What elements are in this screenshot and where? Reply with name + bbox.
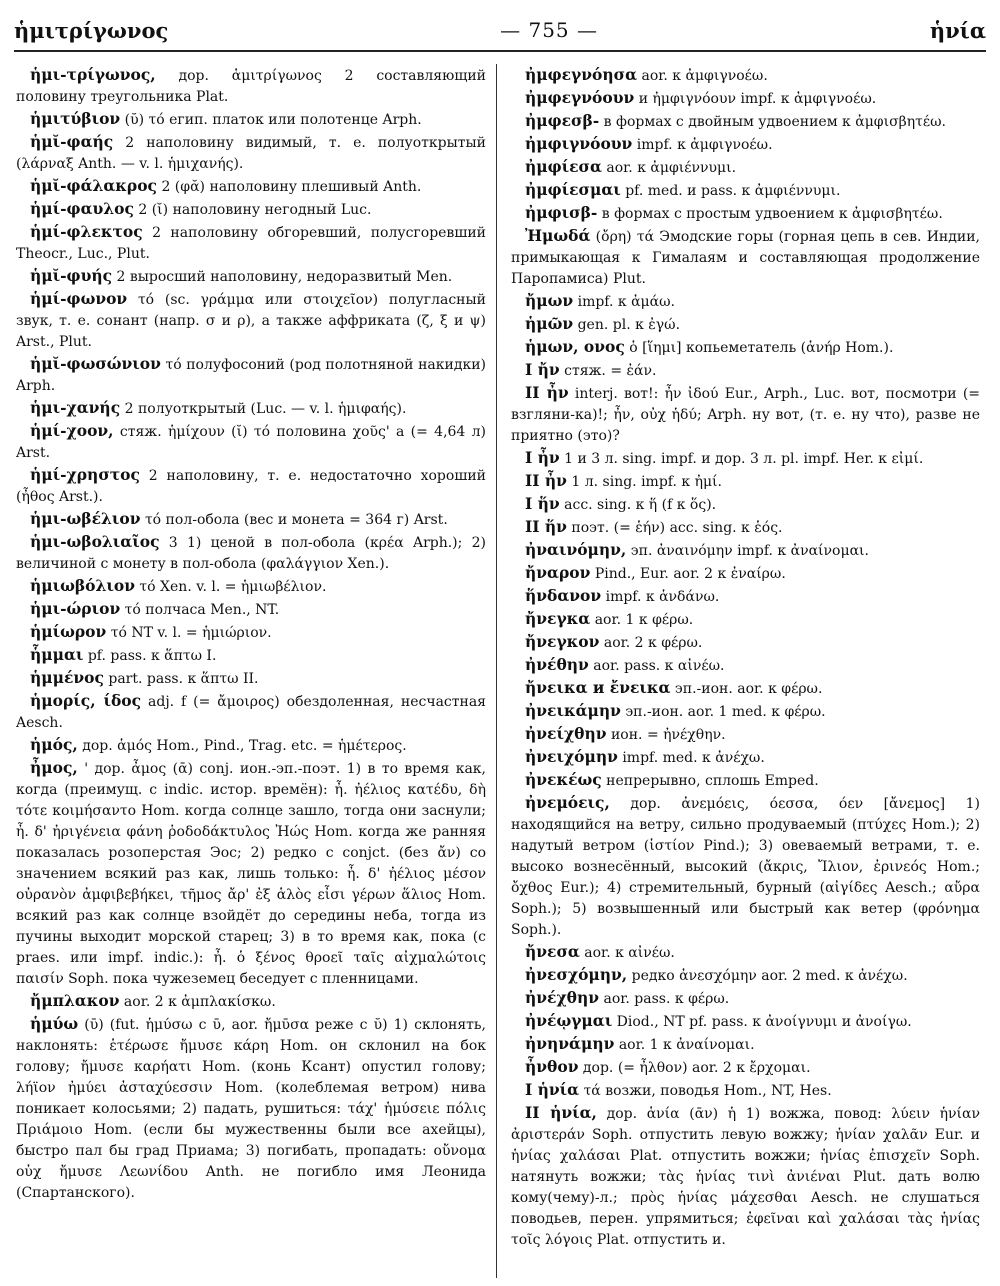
entry-headword: ἤνεσα [525, 942, 580, 961]
entry-headword: ἡμιτύβιον [30, 109, 121, 128]
entry-headword: ἤμων [525, 291, 574, 310]
entry-headword: ἡμῐ-φωσώνιον [30, 354, 161, 373]
dictionary-entry [16, 598, 486, 621]
entry-definition: 1 и 3 л. sing. impf. и дор. 3 л. pl. impf. Her. к εἰμί. [564, 451, 924, 467]
dictionary-entry [511, 156, 980, 179]
entry-definition: дор. ἁμός Hom., Pind., Trag. etc. = ἡμέτερος. [82, 738, 407, 754]
entry-headword: ἡμι-ωβέλιον [30, 509, 141, 528]
dictionary-entry [16, 621, 486, 644]
page-number: — 755 — [500, 18, 598, 42]
entry-headword: ἠνείχθην [525, 724, 607, 743]
entry-headword: I ἥν [525, 494, 560, 513]
entry-definition: поэт. (= ἑήν) acc. sing. к ἑός. [571, 520, 783, 536]
entry-headword: II ἡνία, [525, 1103, 597, 1122]
entry-headword: ἠνέθην [525, 655, 589, 674]
entry-headword: ἠμφίεσμαι [525, 180, 621, 199]
dictionary-entry [511, 447, 980, 470]
entry-definition: interj. вот!: ἦν ἰδού Eur., Arph., Luc. вот, посмотри (= взгляни-ка)!; ἦν, οὐχ ἡδύ; Arph. ну вот, (т. е. ну что), разве не приятно (это)? [511, 386, 980, 444]
entry-headword: ἡμι-ωβολιαῖος [30, 532, 160, 551]
entry-definition: непрерывно, сплошь Emped. [606, 773, 819, 789]
entry-definition: 1 л. sing. impf. к ἠμί. [571, 474, 722, 490]
dictionary-entry [511, 608, 980, 631]
entry-headword: ἠναινόμην, [525, 540, 627, 559]
entry-headword: ἡμός, [30, 735, 78, 754]
entry-definition: aor. к αἰνέω. [584, 945, 675, 961]
dictionary-entry [511, 1033, 980, 1056]
dictionary-entry [511, 585, 980, 608]
entry-definition: редко ἀνεσχόμην aor. 2 med. к ἀνέχω. [631, 968, 908, 984]
entry-definition: adj. f (= ἄμοιρος) обездоленная, несчастная Aesch. [16, 694, 487, 731]
entry-headword: ἡμι-χανής [30, 398, 121, 417]
dictionary-entry [16, 667, 486, 690]
dictionary-entry [511, 1102, 980, 1251]
dictionary-entry [511, 225, 980, 290]
left-column [16, 64, 496, 1278]
entry-headword: ἧμμαι [30, 645, 84, 664]
dictionary-entry [16, 131, 486, 175]
entry-headword: ἡμι-τρίγωνος, [30, 65, 156, 84]
entry-headword: ἦμος, [30, 758, 78, 777]
entry-headword: ἡμιωβόλιον [30, 576, 135, 595]
dictionary-entry [511, 677, 980, 700]
dictionary-entry [511, 700, 980, 723]
entry-definition: impf. к ἀμάω. [577, 294, 675, 310]
entry-headword: ἡμῐ-φαής [30, 132, 114, 151]
entry-definition: дор. ἀνεμόεις, όεσσα, όεν [ἄνεμος] 1) находящийся на ветру, сильно продуваемый (πτύχες Hom.); 2) надутый ветром (ἱστίον Pind.); 3) овеваемый ветрами, т. е. высоко вознесённый, высокий (ἄκρις, Ἴλιον, ἐρινεός Hom.; ὄχθος Eur.); 4) стремительный, бурный (αἰγίδες Aesch.; αὔρα Soph.); 5) возвышенный или быстрый как ветер (φρόνημα Soph.). [511, 796, 980, 938]
text-columns [16, 64, 990, 1278]
entry-definition: ὁ [ἵημι] копьеметатель (ἀνήρ Hom.). [629, 340, 894, 356]
dictionary-entry [16, 690, 486, 734]
entry-definition: aor. pass. к φέρω. [603, 991, 730, 1007]
entry-definition: стяж. ἡμίχουν (ῐ) τό половина χοῦς' а (= 4,64 л) Arst. [16, 424, 487, 461]
entry-headword: ἠνέῳγμαι [525, 1011, 613, 1030]
entry-definition: ион. = ἠνέχθην. [610, 727, 726, 743]
dictionary-entry [511, 1056, 980, 1079]
entry-definition: эп.-ион. aor. к φέρω. [674, 681, 823, 697]
dictionary-entry [511, 562, 980, 585]
entry-definition: aor. 2 к ἀμπλακίσκω. [123, 994, 276, 1010]
entry-headword: ἠμφίεσα [525, 157, 602, 176]
entry-definition: τό NT v. l. = ἡμιώριον. [110, 625, 272, 641]
dictionary-entry [511, 746, 980, 769]
dictionary-entry [511, 290, 980, 313]
dictionary-entry [16, 221, 486, 265]
entry-headword: I ἦν [525, 448, 560, 467]
entry-headword: ἠμφεγνόουν [525, 88, 635, 107]
entry-headword: ἡμῐ-φυής [30, 266, 113, 285]
entry-definition: 3 1) ценой в пол-обола (κρέα Arph.); 2) величиной с монету в пол-обола (φαλάγγιον Xen.). [16, 535, 486, 572]
entry-definition: impf. к ἁνδάνω. [605, 589, 720, 605]
dictionary-entry [511, 723, 980, 746]
running-head-left: ἡμιτρίγωνος [14, 17, 169, 43]
dictionary-entry [511, 769, 980, 792]
dictionary-entry [16, 1013, 486, 1204]
entry-definition: 2 (ῐ) наполовину негодный Luc. [138, 202, 372, 218]
entry-headword: Ἠμωδά [525, 226, 591, 245]
entry-definition: pf. med. и pass. к ἀμφιέννυμι. [625, 183, 841, 199]
dictionary-entry [511, 964, 980, 987]
entry-definition: Pind., Eur. aor. 2 к ἐναίρω. [594, 566, 786, 582]
dictionary-entry [16, 397, 486, 420]
entry-definition: эп. ἀναινόμην impf. к ἀναίνομαι. [630, 543, 869, 559]
entry-definition: part. pass. к ἅπτω II. [108, 671, 259, 687]
entry-headword: ἡμῶν [525, 314, 574, 333]
entry-headword: ἠνεκέως [525, 770, 602, 789]
dictionary-entry [511, 87, 980, 110]
dictionary-entry [16, 64, 486, 108]
dictionary-entry [16, 353, 486, 397]
entry-headword: ἡμι-ώριον [30, 599, 121, 618]
dictionary-entry [16, 757, 486, 990]
entry-definition: дор. (= ἦλθον) aor. 2 к ἔρχομαι. [582, 1060, 811, 1076]
entry-definition: (ῠ) τό егип. платок или полотенце Arph. [124, 112, 422, 128]
entry-headword: II ἥν [525, 517, 567, 536]
entry-definition: τό полуфосоний (род полотняной накидки) Arph. [16, 357, 486, 394]
entry-headword: ἡμί-φωνον [30, 289, 128, 308]
entry-headword: ἡμί-χρηστος [30, 465, 140, 484]
entry-definition: aor. к ἀμφιγνοέω. [641, 68, 768, 84]
entry-definition: aor. pass. к αἰνέω. [593, 658, 725, 674]
running-head-right: ἡνία [929, 17, 986, 43]
entry-definition: дор. ἁνία (ᾱν) ἡ 1) вожжа, повод: λύειν ἡνίαν ἀριστεράν Soph. отпустить левую вожжу; ἡνίαν χαλᾶν Eur. и ἡνίας χαλάσαι Plat. отпустить вожжи; ἡνίας ἐπισχεῖν Soph. натянуть вожжи; τὰς ἡνίας τινὶ ἀνιέναι Plut. дать волю кому(чему)-л.; πρὸς ἡνίας μάχεσθαι Aesch. не слушаться поводьев, перен. упрямиться; ἐφεῖναι καὶ χαλάσαι τὰς ἡνίας τοῖς λόγοις Plat. отпустить и. [511, 1106, 980, 1248]
entry-definition: aor. к ἀμφιέννυμι. [606, 160, 737, 176]
entry-definition: (ὄρη) τά Эмодские горы (горная цепь в сев. Индии, примыкающая к Гималаям и составляющая продолжение Паропамиса) Plut. [511, 229, 980, 287]
entry-definition: τά возжи, поводья Hom., NT, Hes. [583, 1083, 832, 1099]
entry-headword: ἡμμένος [30, 668, 104, 687]
dictionary-entry [511, 516, 980, 539]
dictionary-entry [511, 539, 980, 562]
entry-definition: aor. 1 к φέρω. [594, 612, 694, 628]
dictionary-entry [511, 359, 980, 382]
dictionary-entry [511, 133, 980, 156]
entry-definition: 2 наполовину обгоревший, полусгоревший Theocr., Luc., Plut. [16, 225, 486, 262]
dictionary-entry [511, 382, 980, 447]
dictionary-entry [511, 792, 980, 941]
dictionary-entry [16, 990, 486, 1013]
entry-definition: 2 наполовину видимый, т. е. полуоткрытый (λάρναξ Anth. — v. l. ἡμιχανής). [16, 135, 486, 172]
entry-definition: 2 (φᾰ) наполовину плешивый Anth. [161, 179, 422, 195]
entry-definition: стяж. = ἐάν. [564, 363, 657, 379]
dictionary-entry [511, 313, 980, 336]
dictionary-entry [16, 175, 486, 198]
entry-headword: ἤνεγκα [525, 609, 591, 628]
dictionary-entry [511, 336, 980, 359]
entry-definition: τό пол-обола (вес и монета = 364 г) Arst. [144, 512, 448, 528]
right-column [496, 64, 980, 1278]
dictionary-entry [511, 941, 980, 964]
entry-definition: gen. pl. к ἐγώ. [577, 317, 681, 333]
entry-headword: ἤνεγκον [525, 632, 600, 651]
entry-headword: ἡμί-φαυλος [30, 199, 134, 218]
entry-definition: (ῡ) (fut. ἡμύσω с ῡ, aor. ἤμῡσα реже с ῠ) 1) склонять, наклонять: ἑτέρωσε ἤμυσε κάρη Hom. он склонил на бок голову; ἤμυσε καρήατι Hom. (конь Ксант) опустил голову; λήϊον ἠμύει ἀσταχύεσσιν Hom. (колеблемая ветром) нива поникает колосьями; 2) падать, рушиться: τάχ' ἡμύσειε πόλις Πριάμοιο Hom. (если бы мужественны были все ахейцы), быстро пал бы град Приама; 3) погибать, пропадать: οὔνομα οὐχ ἤμυσε Λεωνίδου Anth. не погибло имя Леонида (Спартанского). [16, 1017, 486, 1201]
entry-headword: ἡμίωρον [30, 622, 107, 641]
dictionary-entry [16, 108, 486, 131]
entry-definition: эп.-ион. aor. 1 med. к φέρω. [625, 704, 826, 720]
entry-headword: I ἤν [525, 360, 560, 379]
entry-headword: ἠνηνάμην [525, 1034, 615, 1053]
dictionary-entry [16, 575, 486, 598]
entry-headword: ἡμῐ-φάλακρος [30, 176, 157, 195]
entry-definition: 2 выросший наполовину, недоразвитый Men. [116, 269, 453, 285]
entry-definition: ' дор. ἆμος (ᾱ) conj. ион.-эп.-поэт. 1) в то время как, когда (преимущ. с indic. истор. времён): ἦ. ἠέλιος κατέδυ, δὴ τότε κοιμήσαντο Hom. когда солнце зашло, тогда они заснули; ἦ. δ' ἠριγένεια φάνη ῥοδοδάκτυλος Ἠώς Hom. когда же ранняя показалась розоперстая Эос; 2) редко с conjct. (без ἄν) со значением всякий раз как, лишь только: ἦ. δ' ἠέλιος μέσον οὐρανὸν ἀμφιβεβήκει, τῆμος ἄρ' ἐξ ἁλὸς εἶσι γέρων ἅλιος Hom. всякий раз как солнце взойдёт до середины неба, тогда из пучины выходит морской старец; 3) в то время как, пока (с praes. или impf. indic.): ἦ. ὁ ξένος θροεῖ ταῖς αἰχμαλώτοις παισίν Soph. пока чужеземец беседует с пленницами. [16, 761, 486, 987]
dictionary-entry [16, 531, 486, 575]
entry-definition: acc. sing. к ἥ (f к ὅς). [564, 497, 717, 513]
entry-headword: ἠνέχθην [525, 988, 600, 1007]
entry-definition: impf. к ἀμφιγνοέω. [636, 137, 773, 153]
dictionary-entry [16, 508, 486, 531]
entry-headword: ἤνεικα и ἔνεικα [525, 678, 671, 697]
dictionary-entry [511, 1010, 980, 1033]
entry-definition: aor. 1 к ἀναίνομαι. [618, 1037, 755, 1053]
entry-headword: ἤναρον [525, 563, 591, 582]
entry-headword: II ἦν [525, 471, 567, 490]
entry-definition: τό Xen. v. l. = ἡμιωβέλιον. [139, 579, 327, 595]
dictionary-entry [16, 420, 486, 464]
entry-headword: ἠμφεγνόησα [525, 65, 638, 84]
dictionary-entry [16, 288, 486, 353]
dictionary-entry [16, 644, 486, 667]
dictionary-entry [16, 198, 486, 221]
entry-definition: и ἠμφιγνόουν impf. к ἀμφιγνοέω. [638, 91, 877, 107]
entry-definition: impf. med. к ἀνέχω. [622, 750, 765, 766]
entry-definition: aor. 2 к φέρω. [603, 635, 703, 651]
dictionary-entry [511, 64, 980, 87]
entry-headword: ἤμπλακον [30, 991, 120, 1010]
page-header [14, 10, 986, 52]
entry-headword: ἦνθον [525, 1057, 579, 1076]
entry-definition: Diod., NT pf. pass. к ἀνοίγνυμι и ἀνοίγω. [616, 1014, 912, 1030]
dictionary-entry [511, 202, 980, 225]
dictionary-entry [511, 1079, 980, 1102]
entry-definition: 2 полуоткрытый (Luc. — v. l. ἡμιφαής). [124, 401, 407, 417]
entry-headword: ἡμί-χοον, [30, 421, 114, 440]
entry-headword: ἡμων, ονος [525, 337, 625, 356]
entry-headword: ἥνδανον [525, 586, 602, 605]
dictionary-entry [16, 734, 486, 757]
entry-headword: ἡμύω [30, 1014, 79, 1033]
entry-headword: ἠνεικάμην [525, 701, 621, 720]
entry-headword: ἠμφισβ- [525, 203, 598, 222]
entry-definition: 2 наполовину, т. е. недостаточно хороший (ἦθος Arst.). [16, 468, 486, 505]
dictionary-entry [511, 631, 980, 654]
dictionary-entry [511, 110, 980, 133]
entry-definition: τό полчаса Men., NT. [124, 602, 280, 618]
entry-headword: II ἦν [525, 383, 569, 402]
entry-headword: ἠμφιγνόουν [525, 134, 633, 153]
dictionary-entry [511, 654, 980, 677]
entry-definition: pf. pass. к ἅπτω I. [87, 648, 217, 664]
entry-definition: дор. ἁμιτρίγωνος 2 составляющий половину треугольника Plat. [16, 68, 486, 105]
entry-definition: в формах с двойным удвоением к ἀμφισβητέω. [603, 114, 946, 130]
dictionary-entry [511, 179, 980, 202]
dictionary-entry [511, 470, 980, 493]
entry-headword: ἡμί-φλεκτος [30, 222, 143, 241]
entry-headword: ἠνειχόμην [525, 747, 618, 766]
entry-headword: ἠνεμόεις, [525, 793, 610, 812]
entry-headword: I ἡνία [525, 1080, 580, 1099]
entry-headword: ἡμορίς, ίδος [30, 691, 142, 710]
entry-definition: в формах с простым удвоением к ἀμφισβητέω. [601, 206, 943, 222]
entry-definition: τό (sc. γράμμα или στοιχεῖον) полугласный звук, т. е. сонант (напр. σ и ρ), а также аффриката (ζ, ξ и ψ) Arst., Plut. [16, 292, 486, 350]
dictionary-entry [16, 464, 486, 508]
dictionary-entry [511, 987, 980, 1010]
dictionary-entry [511, 493, 980, 516]
entry-headword: ἠμφεσβ- [525, 111, 600, 130]
entry-headword: ἠνεσχόμην, [525, 965, 628, 984]
dictionary-entry [16, 265, 486, 288]
